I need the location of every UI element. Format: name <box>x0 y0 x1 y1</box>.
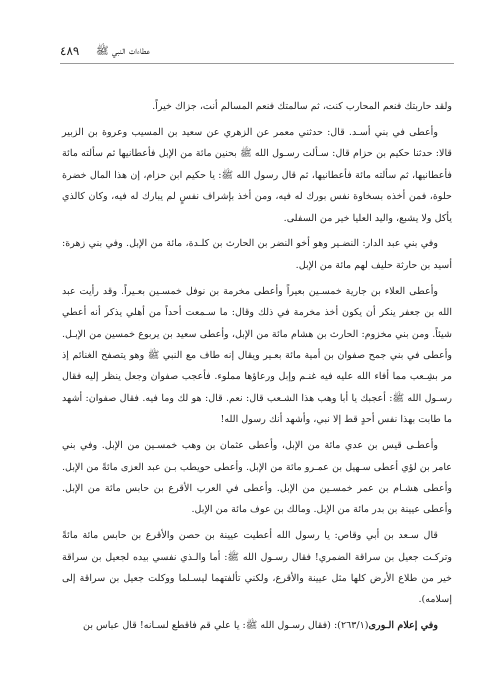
paragraph-7-lead: وفي إعلام الـورى <box>368 620 438 632</box>
page-body <box>62 96 452 641</box>
paragraph-6: قال سـعد بن أبي وقاص: يا رسول الله أعطيت عيينة بن حصن والأقرع بن حابس مائة مائةً وتركـت جعيل بن سراقة الضمري! فقال رسـول الله ﷺ: أما والـذي نفسي بيده لجعيل بن سراقة خير من طلاع الأرض كلها مثل عيينة والأقرع، ولكني تألفتهما ليسـلما ووكلت جعيل بن سراقة إلى إسلامه). <box>62 530 452 606</box>
paragraph-5: وأعطـى قيس بن عدي مائة من الإبل، وأعطى عثمان بن وهب خمسـين من الإبل. وفي بني عامر بن لؤي أعطى سـهيل بن عمـرو مائة من الإبل. وأعطى حويطب بـن عبد العزى مائةً من الإبل. وأعطى هشـام بن عمر خمسـين من الإبل. وأعطى في العرب الأقرع بن حابس مائة من الإبل. وأعطى عيينة بن بدر مائة من الإبل. ومالك بن عوف مائة من الإبل. <box>62 440 452 516</box>
page-number: ٤٨٩ <box>60 44 80 58</box>
running-title: عطاءات النبي ﷺ <box>96 45 151 57</box>
paragraph-2: وأعطى في بني أسـد. قال: حدثني معمر عن الزهري عن سعيد بن المسيب وعروة بن الزبير قالا: حدثنا حكيم بن حزام قال: سـألت رسـول الله ﷺ بحنين مائة من الإبل فأعطانيها ثم سألته مائة فأعطانيها، ثم سألته مائة فأعطانيها، ثم قال رسول الله ﷺ: يا حكيم ابن حزام، إن هذا المال خضرة حلوة، فمن أخذه بسخاوة نفس بورك له فيه، ومن أخذ بإشراف نفسٍ لم يبارك له فيه، وكان كالذي يأكل ولا يشبع، واليد العليا خير من السفلى. <box>62 126 452 224</box>
paragraph-3: وفي بني عبد الدار: النضـير وهو أخو النضر بن الحارث بن كلـدة، مائة من الإبل. وفي بني زهرة: أسيد بن حارثة حليف لهم مائة من الإبل. <box>62 238 452 271</box>
paragraph-7-text: (٢٦٣/١): (فقال رسـول الله ﷺ: يا علي قم فاقطع لسـانه! قال عباس بن <box>83 620 369 632</box>
header-divider <box>60 63 454 64</box>
paragraph-4: وأعطى العلاء بن جارية خمسـين بعيراً وأعطى مخرمة بن نوفل خمسـين بعـيراً. وقد رأيت عبد الله بن جعفر ينكر أن يكون أخذ مخرمة في ذلك وقال: ما سـمعت أحداً من أهلي يذكر أنه أعطي شيئاً. ومن بني مخزوم: الحارث بن هشام مائة من الإبل، وأعطى سعيد بن يربوع خمسين من الإبـل. وأعطى في بني جمح صفوان بن أمية مائة بعـير ويقال إنه طاف مع النبي ﷺ وهو يتصفح الغنائم إذ مر بشِـعب مما أفاء الله عليه فيه غنـم وإبل ورعاؤها مملوء. فأعجب صفوان وجعل ينظر إليه فقال رسـول الله ﷺ: أعجبك يا أبا وهب هذا الشـعب قال: نعم. قال: هو لك وما فيه. فقال صفوان: أشهد ما طابت بهذا نفس أحدٍ قط إلا نبي، وأشهد أنك رسول الله! <box>62 285 452 426</box>
paragraph-1: ولقد حاربتك فنعم المحارب كنت، ثم سالمتك فنعم المسالم أنت، جزاك خيراً. <box>152 101 452 112</box>
paragraph-7 <box>62 615 452 636</box>
